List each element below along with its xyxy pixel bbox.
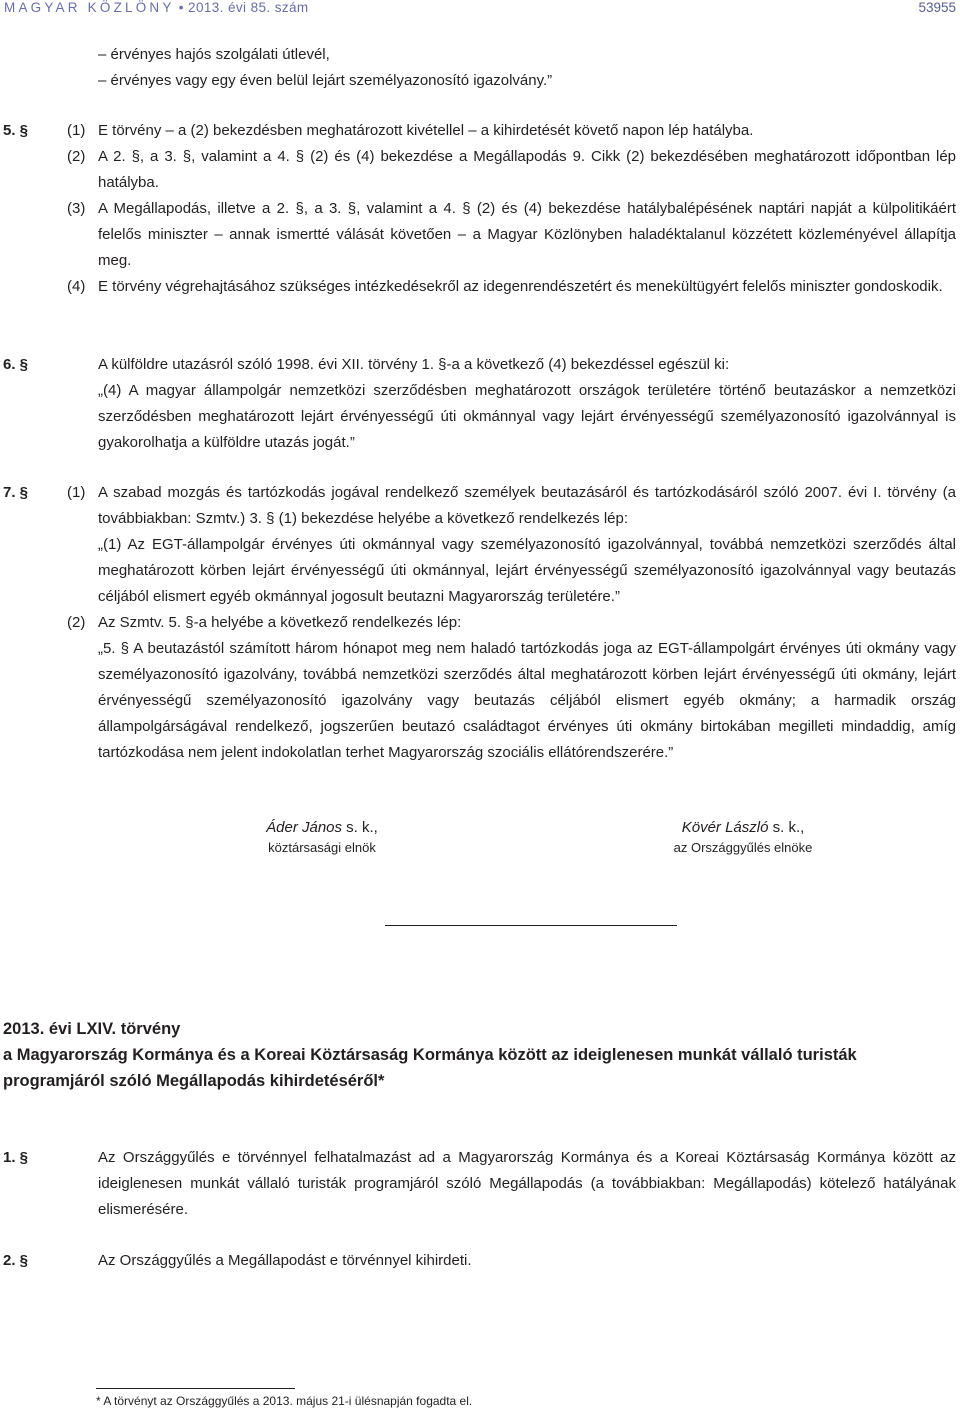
signer-name: Áder János bbox=[266, 819, 343, 836]
law-section-1 bbox=[3, 1145, 956, 1223]
paragraph-number: (4) bbox=[67, 278, 86, 295]
paragraph-text: E törvény végrehajtásához szükséges intézkedésekről az idegenrendészetért és menekültügyért felelős miniszter gondoskodik. bbox=[98, 278, 943, 295]
issue-number: 2013. évi 85. szám bbox=[188, 0, 309, 15]
paragraph-text: Az Szmtv. 5. §-a helyébe a következő rendelkezés lép: bbox=[98, 614, 462, 631]
signer-role: köztársasági elnök bbox=[268, 840, 376, 855]
intro-list bbox=[98, 42, 956, 94]
paragraph-number: (2) bbox=[67, 148, 86, 165]
list-item: – érvényes vagy egy éven belül lejárt személyazonosító igazolvány.” bbox=[98, 72, 553, 89]
signer-name: Kövér László bbox=[681, 819, 769, 836]
signer-suffix: s. k., bbox=[768, 819, 805, 836]
paragraph-number: (1) bbox=[67, 484, 86, 501]
paragraph-1 bbox=[67, 118, 956, 144]
law-subtitle: a Magyarország Kormánya és a Koreai Köztársaság Kormánya között az ideiglenesen munkát vállaló turisták programjáról szóló Megállapodás kihirdetéséről* bbox=[3, 1046, 857, 1090]
page-header bbox=[0, 0, 960, 22]
quoted-provision: „(1) Az EGT-állampolgár érvényes úti okmánnyal vagy személyazonosító igazolvánnyal, továbbá nemzetközi szerződés által meghatározott körben lejárt érvényességű úti okmánnyal, lejárt érvényességű személyazonosító igazolvánnyal vagy beutazás céljából elismert egyéb okmánnyal jogosult beutazni Magyarország területére.” bbox=[98, 536, 956, 605]
signature-speaker bbox=[638, 818, 848, 858]
section-text: Az Országgyűlés e törvénnyel felhatalmazást ad a Magyarország Kormánya és a Koreai Köztársaság Kormánya között az ideiglenesen munkát vállaló turisták programjáról szóló Megállapodás (a továbbiakban: Megállapodás) kötelező hatályának elismerésére. bbox=[98, 1149, 956, 1218]
quoted-provision: „(4) A magyar állampolgár nemzetközi szerződésben meghatározott országok területére történő beutazáskor a nemzetközi szerződésben meghatározott lejárt érvényességű úti okmánnyal vagy lejárt érvényességű személyazonosító igazolvánnyal is gyakorolhatja a külföldre utazás jogát.” bbox=[98, 382, 956, 451]
paragraph-number: (2) bbox=[67, 614, 86, 631]
quoted-provision: „5. § A beutazástól számított három hónapot meg nem haladó tartózkodás joga az EGT-állampolgárt érvényes úti okmány vagy személyazonosító igazolvány, továbbá nemzetközi szerződés által meghatározott körben lejárt érvényességű úti okmány, lejárt érvényességű személyazonosító igazolvány vagy beutazás céljából elismert egyéb okmány; a harmadik ország állampolgárságával rendelkező, jogszerűen beutazó családtagot érvényes úti okmány birtokában megilleti mindaddig, amíg tartózkodása nem jelent indokolatlan terhet Magyarország szociális ellátórendszerére.” bbox=[98, 640, 956, 761]
paragraph-2 bbox=[67, 144, 956, 196]
law-section-2 bbox=[3, 1248, 956, 1274]
section-5 bbox=[3, 118, 956, 300]
section-text: Az Országgyűlés a Megállapodást e törvénnyel kihirdeti. bbox=[98, 1252, 472, 1269]
separator-line bbox=[385, 925, 677, 926]
paragraph-text: A szabad mozgás és tartózkodás jogával rendelkező személyek beutazásáról és tartózkodásáról szóló 2007. évi I. törvény (a továbbiakban: Szmtv.) 3. § (1) bekezdése helyébe a következő rendelkezés lép: bbox=[98, 484, 956, 527]
section-number: 6. § bbox=[3, 356, 29, 373]
law-title: 2013. évi LXIV. törvény bbox=[3, 1020, 181, 1038]
signer-role: az Országgyűlés elnöke bbox=[673, 840, 813, 855]
paragraph-number: (3) bbox=[67, 200, 86, 217]
paragraph-text: A 2. §, a 3. §, valamint a 4. § (2) és (4) bekezdése a Megállapodás 9. Cikk (2) bekezdésében meghatározott időpontban lép hatályba. bbox=[98, 148, 956, 191]
section-number: 5. § bbox=[3, 122, 29, 139]
footnote-rule bbox=[96, 1388, 295, 1389]
paragraph-3 bbox=[67, 196, 956, 274]
page-number: 53955 bbox=[918, 0, 956, 15]
section-number: 7. § bbox=[3, 484, 29, 501]
paragraph-text: A Megállapodás, illetve a 2. §, a 3. §, valamint a 4. § (2) és (4) bekezdése hatálybalépésének naptári napját a külpolitikáért felelős miniszter – annak ismertté válását követően – a Magyar Közlönyben haladéktalanul közzétett közleményével állapítja meg. bbox=[98, 200, 956, 269]
paragraph-text: E törvény – a (2) bekezdésben meghatározott kivétellel – a kihirdetését követő napon lép hatályba. bbox=[98, 122, 754, 139]
section-7 bbox=[3, 480, 956, 766]
signer-suffix: s. k., bbox=[342, 819, 378, 836]
paragraph-1 bbox=[67, 480, 956, 610]
header-bullet: • bbox=[178, 0, 184, 15]
section-number: 1. § bbox=[3, 1149, 29, 1166]
journal-title: MAGYAR KÖZLÖNY bbox=[4, 0, 175, 15]
section-text: A külföldre utazásról szóló 1998. évi XII. törvény 1. §-a a következő (4) bekezdéssel egészül ki: bbox=[98, 356, 730, 373]
list-item: – érvényes hajós szolgálati útlevél, bbox=[98, 46, 330, 63]
paragraph-2 bbox=[67, 610, 956, 766]
footnote: * A törvényt az Országgyűlés a 2013. május 21-i ülésnapján fogadta el. bbox=[96, 1394, 473, 1408]
section-6 bbox=[3, 352, 956, 456]
paragraph-4 bbox=[67, 274, 956, 300]
signature-president bbox=[222, 818, 422, 858]
section-number: 2. § bbox=[3, 1252, 29, 1269]
header-journal-info bbox=[4, 0, 309, 16]
law-heading bbox=[3, 1016, 955, 1094]
paragraph-number: (1) bbox=[67, 122, 86, 139]
